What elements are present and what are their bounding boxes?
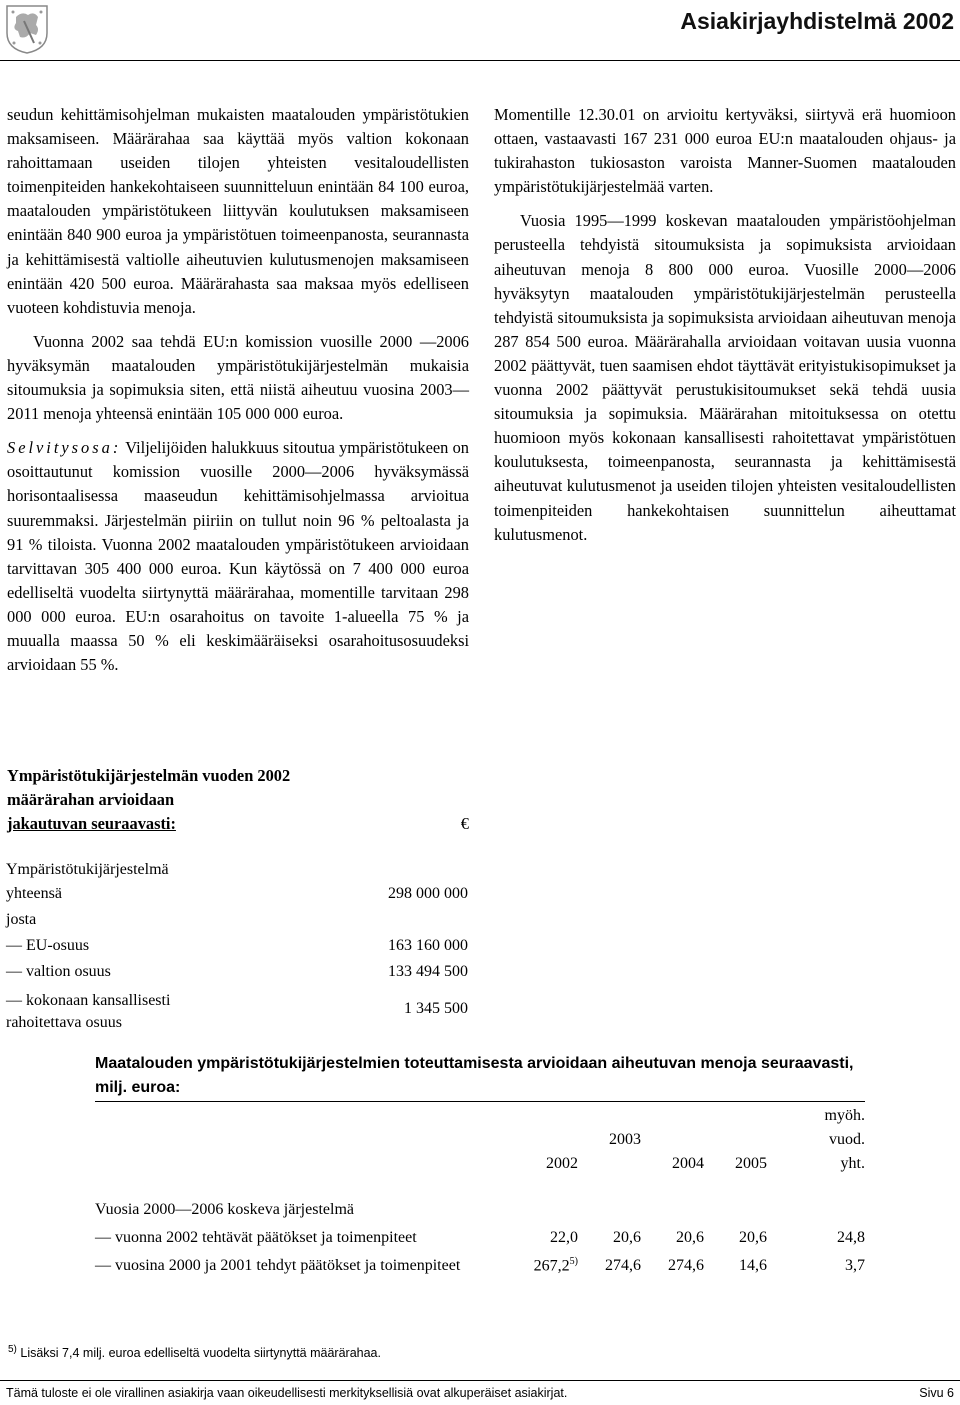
table-row bbox=[6, 858, 468, 906]
left-paragraph-3 bbox=[7, 436, 469, 677]
col-header-later-1: myöh. bbox=[824, 1107, 865, 1124]
selvitysosa-label: Selvitysosa: bbox=[7, 438, 122, 458]
cell-later: 24,8 bbox=[837, 1229, 865, 1246]
alloc-label-eu: — EU-osuus bbox=[6, 937, 90, 954]
alloc-value-josta bbox=[216, 906, 468, 932]
right-paragraph-2: Vuosia 1995—1999 koskevan maatalouden ympäristöohjelman perusteella tehdyistä sitoumuksista ja sopimuksista arvioidaan aiheutuvan menoja 8 800 000 euroa. Vuosille 2000—2006 hyväksytyn maatalouden ympäristötukijärjestelmän perusteella tehdyistä sitoumuksista ja sopimuksista arvioidaan aiheutuvan menoja 287 854 500 euroa. Määrärahalla arvioidaan voitavan uusia vuonna 2002 päättyvät, tuen saamisen ehdot täyttävät erityistukisopimukset ja vuonna 2002 päättyvät perustukisitoumukset sekä tehdä uusia sitoumuksia ja sopimuksia. Määrärahan mitoituksessa on otettu huomioon myös kokonaan kansallisesti rahoitettavat ympäristötuen koulutuksesta, toimeenpanosta, seurannasta ja kehittämisestä aiheutuvat kulutusmenot ja useiden tilojen yhteisten vesitaloudellisten toimenpiteiden hankekohtaisen suunnittelun aiheuttamat kulutusmenot. bbox=[494, 211, 956, 544]
cell-2004: 274,6 bbox=[668, 1257, 704, 1275]
expenses-title-rule bbox=[95, 1101, 865, 1102]
col-header-2005: 2005 bbox=[735, 1155, 767, 1172]
table-row bbox=[95, 1222, 865, 1250]
table-row bbox=[6, 984, 468, 1034]
col-header-later-2: vuod. bbox=[829, 1131, 865, 1148]
left-column bbox=[7, 103, 469, 687]
page-number: Sivu 6 bbox=[919, 1386, 954, 1400]
allocation-heading-line-2: määrärahan arvioidaan bbox=[7, 790, 175, 809]
section-row bbox=[95, 1198, 865, 1222]
allocation-heading-line-3 bbox=[7, 812, 469, 836]
allocation-heading-line-3-text: jakautuvan seuraavasti: bbox=[7, 814, 176, 833]
col-header-later-3: yht. bbox=[840, 1155, 865, 1172]
expenses-table bbox=[95, 1104, 865, 1278]
left-paragraph-2: Vuonna 2002 saa tehdä EU:n komission vuosille 2000 —2006 hyväksymän maatalouden ympäristötukijärjestelmän mukaisia sitoumuksia ja sopimuksia siten, että niistä aiheutuu vuosina 2003—2011 menoja yhteensä enintään 105 000 000 euroa. bbox=[7, 331, 469, 424]
alloc-value-total: 298 000 000 bbox=[388, 885, 468, 902]
footnote bbox=[8, 1344, 381, 1360]
table-row bbox=[95, 1250, 865, 1278]
cell-2004: 20,6 bbox=[676, 1229, 704, 1246]
col-header-2002: 2002 bbox=[546, 1155, 578, 1172]
table-row bbox=[6, 932, 468, 958]
footnote-text: Lisäksi 7,4 milj. euroa edelliseltä vuodelta siirtynyttä määrärahaa. bbox=[16, 1346, 381, 1361]
row-label: — vuonna 2002 tehtävät päätökset ja toimenpiteet bbox=[95, 1229, 417, 1246]
row-label: — vuosina 2000 ja 2001 tehdyt päätökset ja toimenpiteet bbox=[95, 1257, 461, 1275]
cell-2003: 20,6 bbox=[613, 1229, 641, 1246]
footer-disclaimer: Tämä tuloste ei ole virallinen asiakirja vaan oikeudellisesti merkityksellisiä ovat alkuperäiset asiakirjat. bbox=[6, 1386, 568, 1400]
cell-later: 3,7 bbox=[845, 1257, 865, 1275]
section-label: Vuosia 2000—2006 koskeva järjestelmä bbox=[95, 1201, 354, 1218]
table-row bbox=[6, 906, 468, 932]
header-row bbox=[95, 1152, 865, 1176]
footnote-ref: 5) bbox=[569, 1256, 578, 1267]
header-rule bbox=[0, 60, 960, 61]
cell-2002 bbox=[515, 1250, 578, 1278]
allocation-table bbox=[6, 858, 468, 1034]
cell-2002: 22,0 bbox=[550, 1229, 578, 1246]
document-title: Asiakirjayhdistelmä 2002 bbox=[680, 8, 954, 34]
header-row bbox=[95, 1104, 865, 1128]
right-column bbox=[494, 103, 956, 557]
footnote-mark: 5) bbox=[8, 1344, 17, 1355]
allocation-heading-line-1: Ympäristötukijärjestelmän vuoden 2002 bbox=[7, 766, 291, 785]
allocation-heading bbox=[7, 764, 469, 836]
cell-2005: 14,6 bbox=[739, 1257, 767, 1275]
alloc-value-eu: 163 160 000 bbox=[388, 937, 468, 954]
alloc-value-national: 1 345 500 bbox=[404, 1000, 468, 1017]
alloc-value-state: 133 494 500 bbox=[388, 963, 468, 980]
header-row bbox=[95, 1128, 865, 1152]
cell-2002-value: 267,2 bbox=[533, 1257, 570, 1275]
left-paragraph-1: seudun kehittämisohjelman mukaisten maatalouden ympäristötukien maksamiseen. Määrärahaa saa käyttää myös valtion kokonaan rahoittamaan useiden tilojen yhteisten vesitaloudellisten toimenpiteiden hankekohtaiseen suunnitteluun enintään 84 100 euroa, maatalouden ympäristötukeen liittyvän koulutuksen maksamiseen enintään 840 900 euroa ja ympäristötuen toimeenpanosta, seurannasta ja kehittämisestä valtiolle aiheutuvien kulutusmenojen maksamiseen enintään 420 500 euroa. Määrärahasta saa maksaa myös edelliseen vuoteen kohdistuvia menoja. bbox=[7, 105, 469, 317]
currency-symbol: € bbox=[460, 814, 469, 833]
alloc-label-national: — kokonaan kansallisesti rahoitettava osuus bbox=[6, 992, 171, 1031]
coat-of-arms-logo bbox=[4, 3, 50, 55]
alloc-label-total: Ympäristötukijärjestelmä yhteensä bbox=[6, 861, 169, 902]
selvitysosa-text: Viljelijöiden halukkuus sitoutua ympäristötukeen on osoittautunut komission vuosille 2000—2006 hyväksymässä horisontaalisessa maaseudun kehittämisohjelmassa arvioitua suuremmaksi. Järjestelmän piiriin on tullut noin 96 % peltoalasta ja 91 % tiloista. Vuonna 2002 maatalouden ympäristötukeen arvioidaan tarvittavan 305 400 000 euroa. Kun käytössä on 7 400 000 euroa edelliseltä vuodelta siirtynyttä määrärahaa, momentille tarvitaan 298 000 000 euroa. EU:n osarahoitus on tavoite 1-alueella 75 % ja muualla maassa 50 % eli keskimääräiseksi osarahoitusosuudeksi arvioidaan 55 %. bbox=[7, 438, 469, 675]
right-paragraph-1: Momentille 12.30.01 on arvioitu kertyväksi, siirtyvä erä huomioon ottaen, vastaavasti 167 231 000 euroa EU:n maatalouden ohjaus- ja tukirahaston tukiosaston varoista Manner-Suomen maatalouden ympäristötukijärjestelmää varten. bbox=[494, 105, 956, 197]
cell-2005: 20,6 bbox=[739, 1229, 767, 1246]
alloc-label-state: — valtion osuus bbox=[6, 963, 111, 980]
cell-2003: 274,6 bbox=[605, 1257, 641, 1275]
col-header-2004: 2004 bbox=[672, 1155, 704, 1172]
col-header-2003: 2003 bbox=[609, 1131, 641, 1148]
spacer-row bbox=[95, 1176, 865, 1198]
expenses-title: Maatalouden ympäristötukijärjestelmien toteuttamisesta arvioidaan aiheutuvan menoja seuraavasti, milj. euroa: bbox=[95, 1055, 854, 1096]
alloc-label-josta: josta bbox=[6, 911, 37, 928]
table-row bbox=[6, 958, 468, 984]
footer-rule bbox=[0, 1380, 960, 1381]
